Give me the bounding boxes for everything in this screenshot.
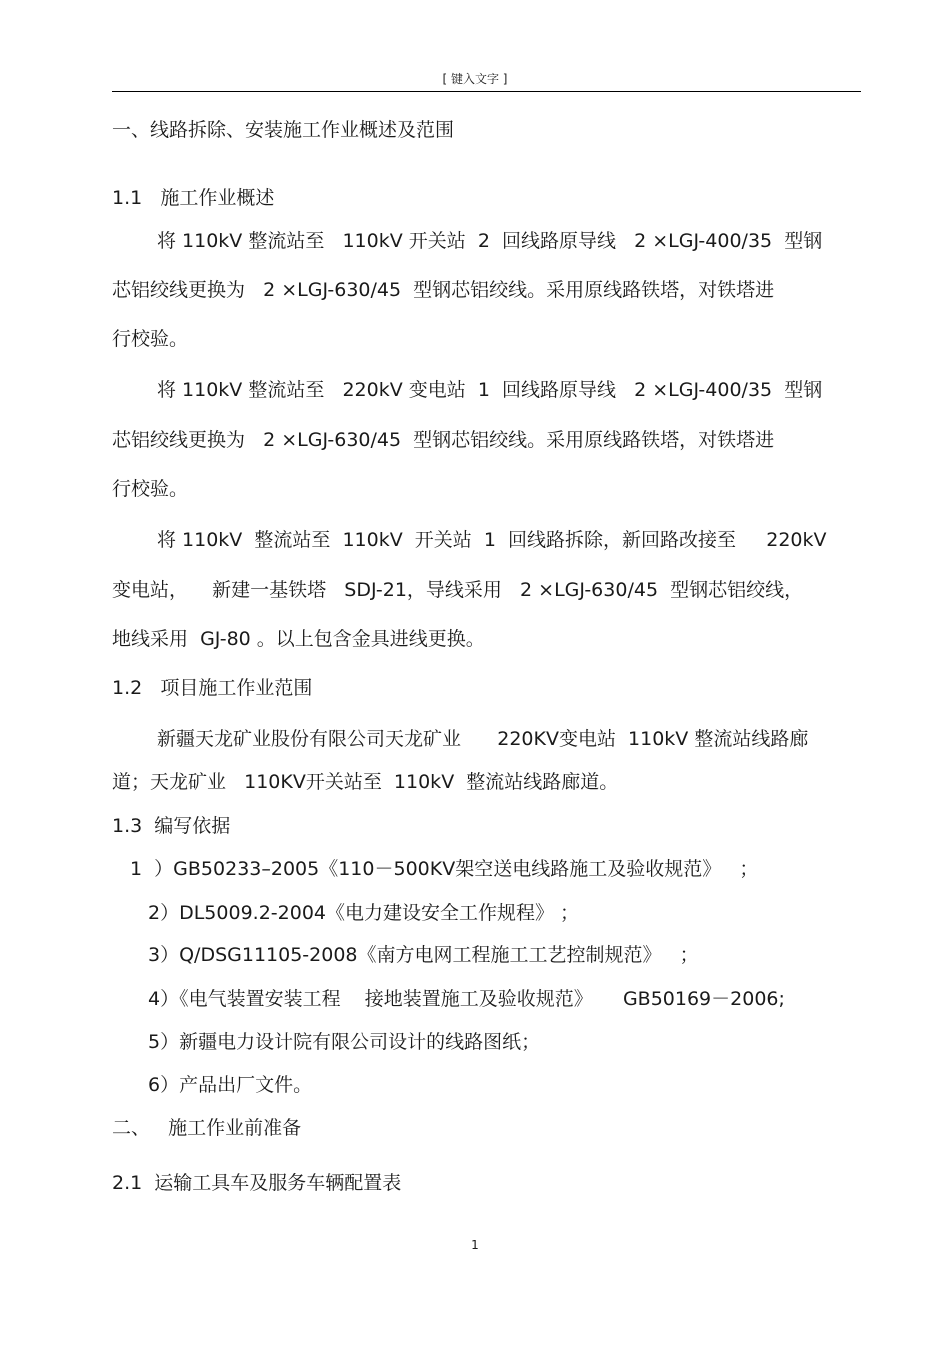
paragraph-line: 将 110kV 整流站至 220kV 变电站 1 回线路原导线 2 ×LGJ-400/35 型钢 (157, 379, 823, 401)
reference-item: 3）Q/DSG11105-2008《南方电网工程施工工艺控制规范》 ； (148, 944, 699, 966)
heading-1-3: 1.3 编写依据 (112, 815, 231, 837)
heading-1-1: 1.1 施工作业概述 (112, 187, 275, 209)
reference-item: 2）DL5009.2-2004《电力建设安全工作规程》 ； (148, 902, 580, 924)
paragraph-line: 将 110kV 整流站至 110kV 开关站 1 回线路拆除，新回路改接至 220kV (157, 529, 827, 551)
reference-item: 5）新疆电力设计院有限公司设计的线路图纸； (148, 1031, 541, 1053)
reference-item: 6）产品出厂文件。 (148, 1074, 313, 1096)
reference-item: 1 ）GB50233–2005《110－500KV架空送电线路施工及验收规范》 ； (130, 858, 759, 880)
paragraph-line: 芯铝绞线更换为 2 ×LGJ-630/45 型钢芯铝绞线。采用原线路铁塔，对铁塔进 (112, 279, 775, 301)
header-rule (112, 91, 861, 92)
paragraph-line: 新疆天龙矿业股份有限公司天龙矿业 220KV变电站 110kV 整流站线路廊 (157, 728, 809, 750)
paragraph-line: 地线采用 GJ-80 。以上包含金具进线更换。 (112, 628, 485, 650)
paragraph-line: 将 110kV 整流站至 110kV 开关站 2 回线路原导线 2 ×LGJ-400/35 型钢 (157, 230, 823, 252)
paragraph-line: 行校验。 (112, 328, 189, 350)
heading-section-1: 一、线路拆除、安装施工作业概述及范围 (112, 119, 455, 141)
paragraph-line: 道；天龙矿业 110KV开关站至 110kV 整流站线路廊道。 (112, 771, 619, 793)
page-header-text: [ 键入文字 ] (442, 72, 508, 86)
paragraph-line: 行校验。 (112, 478, 189, 500)
heading-section-2: 二、 施工作业前准备 (112, 1117, 302, 1139)
page-number: 1 (471, 1238, 479, 1252)
paragraph-line: 芯铝绞线更换为 2 ×LGJ-630/45 型钢芯铝绞线。采用原线路铁塔，对铁塔进 (112, 429, 775, 451)
paragraph-line: 变电站， 新建一基铁塔 SDJ-21，导线采用 2 ×LGJ-630/45 型钢芯铝绞线， (112, 579, 804, 601)
heading-2-1: 2.1 运输工具车及服务车辆配置表 (112, 1172, 402, 1194)
reference-item: 4）《电气装置安装工程 接地装置施工及验收规范》 GB50169－2006; (148, 988, 785, 1010)
heading-1-2: 1.2 项目施工作业范围 (112, 677, 313, 699)
